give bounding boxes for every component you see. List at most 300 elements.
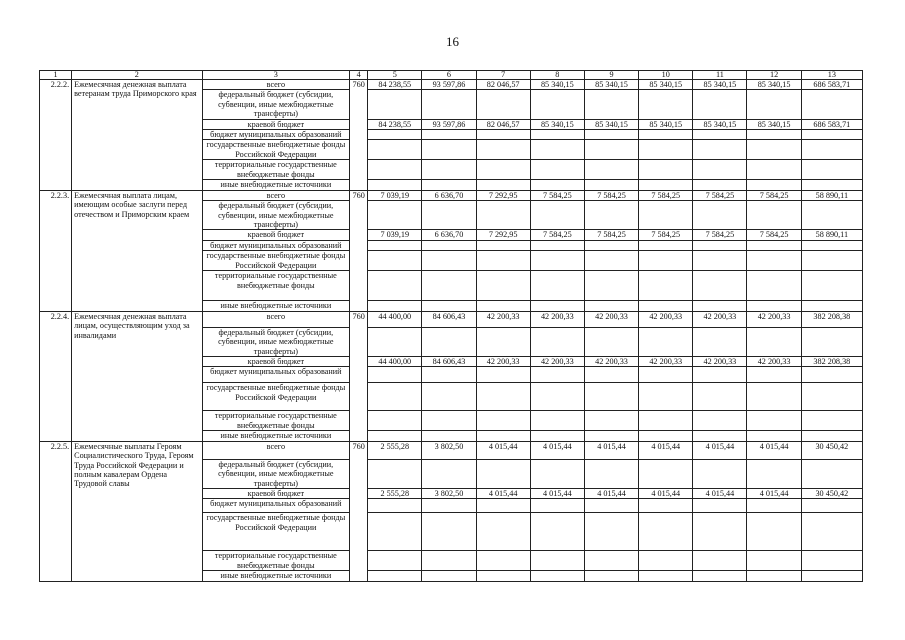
regional-amount-cell: 7 039,19 bbox=[368, 230, 422, 240]
empty-cell bbox=[422, 411, 476, 431]
empty-cell bbox=[422, 551, 476, 571]
regional-amount-cell: 42 200,33 bbox=[584, 356, 638, 366]
regional-amount-cell: 93 597,86 bbox=[422, 119, 476, 129]
empty-cell bbox=[693, 180, 747, 190]
empty-cell bbox=[693, 499, 747, 513]
funding-source-municipal: бюджет муниципальных образований bbox=[202, 499, 350, 513]
empty-cell bbox=[801, 140, 862, 160]
funding-source-territorial-funds: территориальные государственные внебюджетные фонды bbox=[202, 551, 350, 571]
empty-cell bbox=[639, 499, 693, 513]
empty-cell bbox=[422, 271, 476, 301]
empty-cell bbox=[368, 411, 422, 431]
empty-cell bbox=[368, 130, 422, 140]
funding-source-municipal: бюджет муниципальных образований bbox=[202, 367, 350, 383]
empty-cell bbox=[530, 251, 584, 271]
empty-cell bbox=[530, 327, 584, 356]
empty-cell bbox=[801, 367, 862, 383]
empty-cell bbox=[368, 513, 422, 551]
funding-source-federal: федеральный бюджет (субсидии, субвенции, иные межбюджетные трансферты) bbox=[202, 90, 350, 119]
measure-code: 2.2.2. bbox=[40, 80, 72, 191]
regional-amount-cell: 7 584,25 bbox=[693, 230, 747, 240]
total-amount-cell: 30 450,42 bbox=[801, 441, 862, 459]
empty-cell bbox=[639, 201, 693, 230]
empty-cell bbox=[747, 240, 801, 250]
empty-cell bbox=[584, 271, 638, 301]
funding-source-regional: краевой бюджет bbox=[202, 488, 350, 498]
header-row bbox=[40, 71, 863, 80]
total-amount-cell: 4 015,44 bbox=[747, 441, 801, 459]
empty-cell bbox=[584, 201, 638, 230]
empty-cell bbox=[530, 411, 584, 431]
regional-amount-cell: 82 046,57 bbox=[476, 119, 530, 129]
empty-cell bbox=[476, 571, 530, 581]
funding-source-federal: федеральный бюджет (субсидии, субвенции, иные межбюджетные трансферты) bbox=[202, 327, 350, 356]
empty-cell bbox=[530, 160, 584, 180]
empty-cell bbox=[747, 327, 801, 356]
empty-cell bbox=[422, 301, 476, 311]
column-header: 4 bbox=[350, 71, 368, 80]
column-header: 3 bbox=[202, 71, 350, 80]
funding-source-territorial-funds: территориальные государственные внебюджетные фонды bbox=[202, 271, 350, 301]
regional-amount-cell: 85 340,15 bbox=[584, 119, 638, 129]
empty-cell bbox=[422, 201, 476, 230]
empty-cell bbox=[422, 160, 476, 180]
empty-cell bbox=[639, 130, 693, 140]
empty-cell bbox=[747, 140, 801, 160]
column-header: 2 bbox=[72, 71, 202, 80]
column-header: 12 bbox=[747, 71, 801, 80]
funding-source-total: всего bbox=[202, 190, 350, 200]
total-amount-cell: 7 292,95 bbox=[476, 190, 530, 200]
regional-amount-cell: 4 015,44 bbox=[747, 488, 801, 498]
empty-cell bbox=[639, 367, 693, 383]
total-amount-cell: 42 200,33 bbox=[584, 311, 638, 327]
empty-cell bbox=[639, 459, 693, 488]
empty-cell bbox=[584, 431, 638, 441]
empty-cell bbox=[639, 411, 693, 431]
empty-cell bbox=[530, 459, 584, 488]
empty-cell bbox=[368, 271, 422, 301]
empty-cell bbox=[747, 90, 801, 119]
funding-source-regional: краевой бюджет bbox=[202, 119, 350, 129]
empty-cell bbox=[584, 130, 638, 140]
empty-cell bbox=[368, 327, 422, 356]
empty-cell bbox=[476, 180, 530, 190]
empty-cell bbox=[693, 160, 747, 180]
empty-cell bbox=[639, 513, 693, 551]
total-amount-cell: 85 340,15 bbox=[747, 80, 801, 90]
regional-amount-cell: 6 636,70 bbox=[422, 230, 476, 240]
total-amount-cell: 382 208,38 bbox=[801, 311, 862, 327]
total-amount-cell: 6 636,70 bbox=[422, 190, 476, 200]
empty-cell bbox=[747, 301, 801, 311]
empty-cell bbox=[639, 271, 693, 301]
empty-cell bbox=[476, 160, 530, 180]
empty-cell bbox=[476, 499, 530, 513]
empty-cell bbox=[747, 367, 801, 383]
empty-cell bbox=[530, 551, 584, 571]
empty-cell bbox=[747, 271, 801, 301]
measure-name: Ежемесячная денежная выплата ветеранам труда Приморского края bbox=[72, 80, 202, 191]
total-amount-cell: 42 200,33 bbox=[530, 311, 584, 327]
empty-cell bbox=[801, 411, 862, 431]
empty-cell bbox=[747, 551, 801, 571]
total-amount-cell: 7 584,25 bbox=[693, 190, 747, 200]
empty-cell bbox=[584, 251, 638, 271]
funding-source-state-funds: государственные внебюджетные фонды Российской Федерации bbox=[202, 140, 350, 160]
empty-cell bbox=[422, 140, 476, 160]
empty-cell bbox=[639, 327, 693, 356]
empty-cell bbox=[530, 201, 584, 230]
empty-cell bbox=[693, 251, 747, 271]
funding-source-total: всего bbox=[202, 311, 350, 327]
empty-cell bbox=[801, 160, 862, 180]
total-amount-cell: 2 555,28 bbox=[368, 441, 422, 459]
empty-cell bbox=[476, 301, 530, 311]
empty-cell bbox=[639, 140, 693, 160]
empty-cell bbox=[476, 459, 530, 488]
regional-amount-cell: 42 200,33 bbox=[639, 356, 693, 366]
empty-cell bbox=[422, 499, 476, 513]
empty-cell bbox=[801, 271, 862, 301]
funding-source-territorial-funds: территориальные государственные внебюджетные фонды bbox=[202, 411, 350, 431]
measure-name: Ежемесячные выплаты Героям Социалистического Труда, Героям Труда Российской Федерации и полным кавалерам Ордена Трудовой славы bbox=[72, 441, 202, 581]
funding-source-other: иные внебюджетные источники bbox=[202, 431, 350, 441]
empty-cell bbox=[368, 459, 422, 488]
empty-cell bbox=[747, 251, 801, 271]
empty-cell bbox=[584, 513, 638, 551]
empty-cell bbox=[422, 459, 476, 488]
empty-cell bbox=[639, 431, 693, 441]
column-header: 10 bbox=[639, 71, 693, 80]
empty-cell bbox=[584, 240, 638, 250]
regional-amount-cell: 4 015,44 bbox=[693, 488, 747, 498]
empty-cell bbox=[693, 327, 747, 356]
funding-source-other: иные внебюджетные источники bbox=[202, 571, 350, 581]
funding-source-territorial-funds: территориальные государственные внебюджетные фонды bbox=[202, 160, 350, 180]
empty-cell bbox=[693, 551, 747, 571]
empty-cell bbox=[747, 160, 801, 180]
regional-amount-cell: 2 555,28 bbox=[368, 488, 422, 498]
empty-cell bbox=[530, 301, 584, 311]
funding-source-regional: краевой бюджет bbox=[202, 356, 350, 366]
empty-cell bbox=[747, 459, 801, 488]
empty-cell bbox=[693, 201, 747, 230]
empty-cell bbox=[639, 301, 693, 311]
empty-cell bbox=[476, 327, 530, 356]
measure-code: 2.2.5. bbox=[40, 441, 72, 581]
funding-source-federal: федеральный бюджет (субсидии, субвенции, иные межбюджетные трансферты) bbox=[202, 459, 350, 488]
total-amount-cell: 7 039,19 bbox=[368, 190, 422, 200]
empty-cell bbox=[747, 431, 801, 441]
empty-cell bbox=[368, 551, 422, 571]
regional-amount-cell: 3 802,50 bbox=[422, 488, 476, 498]
empty-cell bbox=[422, 240, 476, 250]
empty-cell bbox=[476, 367, 530, 383]
empty-cell bbox=[530, 90, 584, 119]
empty-cell bbox=[368, 431, 422, 441]
total-amount-cell: 84 238,55 bbox=[368, 80, 422, 90]
empty-cell bbox=[693, 130, 747, 140]
empty-cell bbox=[584, 499, 638, 513]
empty-cell bbox=[368, 240, 422, 250]
empty-cell bbox=[422, 90, 476, 119]
empty-cell bbox=[639, 180, 693, 190]
empty-cell bbox=[584, 411, 638, 431]
total-amount-cell: 7 584,25 bbox=[639, 190, 693, 200]
empty-cell bbox=[422, 130, 476, 140]
column-header: 1 bbox=[40, 71, 72, 80]
table-row bbox=[40, 311, 863, 327]
empty-cell bbox=[476, 201, 530, 230]
empty-cell bbox=[422, 180, 476, 190]
regional-amount-cell: 84 238,55 bbox=[368, 119, 422, 129]
empty-cell bbox=[747, 180, 801, 190]
regional-amount-cell: 85 340,15 bbox=[530, 119, 584, 129]
empty-cell bbox=[530, 140, 584, 160]
total-amount-cell: 3 802,50 bbox=[422, 441, 476, 459]
funding-source-total: всего bbox=[202, 80, 350, 90]
empty-cell bbox=[801, 240, 862, 250]
empty-cell bbox=[584, 459, 638, 488]
measure-name: Ежемесячная денежная выплата лицам, осуществляющим уход за инвалидами bbox=[72, 311, 202, 441]
empty-cell bbox=[584, 571, 638, 581]
empty-cell bbox=[801, 551, 862, 571]
regional-amount-cell: 7 584,25 bbox=[530, 230, 584, 240]
column-header: 8 bbox=[530, 71, 584, 80]
empty-cell bbox=[639, 251, 693, 271]
total-amount-cell: 42 200,33 bbox=[476, 311, 530, 327]
empty-cell bbox=[476, 551, 530, 571]
column-header: 6 bbox=[422, 71, 476, 80]
regional-amount-cell: 7 584,25 bbox=[747, 230, 801, 240]
column-header: 11 bbox=[693, 71, 747, 80]
empty-cell bbox=[368, 140, 422, 160]
empty-cell bbox=[693, 513, 747, 551]
empty-cell bbox=[801, 459, 862, 488]
empty-cell bbox=[422, 251, 476, 271]
empty-cell bbox=[693, 411, 747, 431]
budget-table bbox=[39, 70, 863, 582]
empty-cell bbox=[747, 571, 801, 581]
regional-amount-cell: 7 584,25 bbox=[584, 230, 638, 240]
empty-cell bbox=[693, 271, 747, 301]
empty-cell bbox=[693, 431, 747, 441]
empty-cell bbox=[530, 180, 584, 190]
regional-amount-cell: 4 015,44 bbox=[530, 488, 584, 498]
empty-cell bbox=[693, 90, 747, 119]
funding-source-state-funds: государственные внебюджетные фонды Российской Федерации bbox=[202, 383, 350, 411]
empty-cell bbox=[801, 90, 862, 119]
grbs-code: 760 bbox=[350, 441, 368, 581]
empty-cell bbox=[530, 499, 584, 513]
empty-cell bbox=[530, 130, 584, 140]
total-amount-cell: 85 340,15 bbox=[639, 80, 693, 90]
empty-cell bbox=[747, 513, 801, 551]
grbs-code: 760 bbox=[350, 311, 368, 441]
empty-cell bbox=[639, 571, 693, 581]
empty-cell bbox=[368, 160, 422, 180]
regional-amount-cell: 42 200,33 bbox=[693, 356, 747, 366]
total-amount-cell: 85 340,15 bbox=[584, 80, 638, 90]
funding-source-federal: федеральный бюджет (субсидии, субвенции, иные межбюджетные трансферты) bbox=[202, 201, 350, 230]
empty-cell bbox=[368, 499, 422, 513]
empty-cell bbox=[801, 301, 862, 311]
empty-cell bbox=[368, 383, 422, 411]
empty-cell bbox=[422, 571, 476, 581]
regional-amount-cell: 4 015,44 bbox=[584, 488, 638, 498]
total-amount-cell: 4 015,44 bbox=[639, 441, 693, 459]
total-amount-cell: 84 606,43 bbox=[422, 311, 476, 327]
empty-cell bbox=[476, 140, 530, 160]
regional-amount-cell: 4 015,44 bbox=[639, 488, 693, 498]
table-row bbox=[40, 441, 863, 459]
empty-cell bbox=[639, 551, 693, 571]
total-amount-cell: 7 584,25 bbox=[747, 190, 801, 200]
empty-cell bbox=[422, 367, 476, 383]
total-amount-cell: 42 200,33 bbox=[639, 311, 693, 327]
empty-cell bbox=[476, 271, 530, 301]
regional-amount-cell: 44 400,00 bbox=[368, 356, 422, 366]
total-amount-cell: 7 584,25 bbox=[530, 190, 584, 200]
empty-cell bbox=[801, 251, 862, 271]
empty-cell bbox=[530, 271, 584, 301]
empty-cell bbox=[584, 367, 638, 383]
empty-cell bbox=[530, 383, 584, 411]
total-amount-cell: 686 583,71 bbox=[801, 80, 862, 90]
regional-amount-cell: 42 200,33 bbox=[747, 356, 801, 366]
empty-cell bbox=[801, 571, 862, 581]
total-amount-cell: 42 200,33 bbox=[747, 311, 801, 327]
empty-cell bbox=[584, 180, 638, 190]
empty-cell bbox=[747, 499, 801, 513]
empty-cell bbox=[476, 130, 530, 140]
regional-amount-cell: 686 583,71 bbox=[801, 119, 862, 129]
empty-cell bbox=[368, 571, 422, 581]
empty-cell bbox=[422, 513, 476, 551]
empty-cell bbox=[368, 367, 422, 383]
funding-source-total: всего bbox=[202, 441, 350, 459]
funding-source-municipal: бюджет муниципальных образований bbox=[202, 130, 350, 140]
empty-cell bbox=[530, 571, 584, 581]
empty-cell bbox=[693, 301, 747, 311]
total-amount-cell: 4 015,44 bbox=[584, 441, 638, 459]
empty-cell bbox=[693, 240, 747, 250]
funding-source-regional: краевой бюджет bbox=[202, 230, 350, 240]
empty-cell bbox=[801, 180, 862, 190]
regional-amount-cell: 42 200,33 bbox=[530, 356, 584, 366]
regional-amount-cell: 85 340,15 bbox=[693, 119, 747, 129]
regional-amount-cell: 4 015,44 bbox=[476, 488, 530, 498]
empty-cell bbox=[693, 459, 747, 488]
measure-name: Ежемесячная выплата лицам, имеющим особые заслуги перед отечеством и Приморским краем bbox=[72, 190, 202, 311]
empty-cell bbox=[747, 383, 801, 411]
empty-cell bbox=[368, 201, 422, 230]
column-header: 9 bbox=[584, 71, 638, 80]
empty-cell bbox=[693, 140, 747, 160]
total-amount-cell: 4 015,44 bbox=[476, 441, 530, 459]
column-header: 13 bbox=[801, 71, 862, 80]
total-amount-cell: 44 400,00 bbox=[368, 311, 422, 327]
empty-cell bbox=[801, 383, 862, 411]
grbs-code: 760 bbox=[350, 190, 368, 311]
empty-cell bbox=[639, 160, 693, 180]
regional-amount-cell: 382 208,38 bbox=[801, 356, 862, 366]
empty-cell bbox=[476, 383, 530, 411]
total-amount-cell: 4 015,44 bbox=[530, 441, 584, 459]
empty-cell bbox=[584, 90, 638, 119]
empty-cell bbox=[747, 130, 801, 140]
empty-cell bbox=[368, 180, 422, 190]
funding-source-other: иные внебюджетные источники bbox=[202, 301, 350, 311]
empty-cell bbox=[422, 383, 476, 411]
empty-cell bbox=[801, 201, 862, 230]
funding-source-other: иные внебюджетные источники bbox=[202, 180, 350, 190]
empty-cell bbox=[584, 160, 638, 180]
funding-source-municipal: бюджет муниципальных образований bbox=[202, 240, 350, 250]
empty-cell bbox=[747, 201, 801, 230]
empty-cell bbox=[693, 571, 747, 581]
empty-cell bbox=[801, 513, 862, 551]
empty-cell bbox=[801, 327, 862, 356]
empty-cell bbox=[530, 367, 584, 383]
empty-cell bbox=[801, 499, 862, 513]
regional-amount-cell: 84 606,43 bbox=[422, 356, 476, 366]
empty-cell bbox=[693, 367, 747, 383]
total-amount-cell: 4 015,44 bbox=[693, 441, 747, 459]
total-amount-cell: 93 597,86 bbox=[422, 80, 476, 90]
empty-cell bbox=[368, 90, 422, 119]
total-amount-cell: 42 200,33 bbox=[693, 311, 747, 327]
funding-source-state-funds: государственные внебюджетные фонды Российской Федерации bbox=[202, 251, 350, 271]
regional-amount-cell: 7 584,25 bbox=[639, 230, 693, 240]
empty-cell bbox=[422, 431, 476, 441]
grbs-code: 760 bbox=[350, 80, 368, 191]
total-amount-cell: 58 890,11 bbox=[801, 190, 862, 200]
regional-amount-cell: 85 340,15 bbox=[747, 119, 801, 129]
table-row bbox=[40, 190, 863, 200]
funding-source-state-funds: государственные внебюджетные фонды Российской Федерации bbox=[202, 513, 350, 551]
table-row bbox=[40, 80, 863, 90]
empty-cell bbox=[584, 551, 638, 571]
empty-cell bbox=[584, 140, 638, 160]
empty-cell bbox=[801, 130, 862, 140]
regional-amount-cell: 85 340,15 bbox=[639, 119, 693, 129]
empty-cell bbox=[584, 383, 638, 411]
empty-cell bbox=[476, 251, 530, 271]
empty-cell bbox=[422, 327, 476, 356]
empty-cell bbox=[747, 411, 801, 431]
empty-cell bbox=[368, 301, 422, 311]
total-amount-cell: 85 340,15 bbox=[530, 80, 584, 90]
empty-cell bbox=[639, 240, 693, 250]
empty-cell bbox=[368, 251, 422, 271]
empty-cell bbox=[639, 383, 693, 411]
regional-amount-cell: 42 200,33 bbox=[476, 356, 530, 366]
empty-cell bbox=[584, 301, 638, 311]
measure-code: 2.2.4. bbox=[40, 311, 72, 441]
total-amount-cell: 85 340,15 bbox=[693, 80, 747, 90]
empty-cell bbox=[639, 90, 693, 119]
empty-cell bbox=[476, 240, 530, 250]
empty-cell bbox=[801, 431, 862, 441]
empty-cell bbox=[476, 411, 530, 431]
total-amount-cell: 7 584,25 bbox=[584, 190, 638, 200]
regional-amount-cell: 7 292,95 bbox=[476, 230, 530, 240]
regional-amount-cell: 30 450,42 bbox=[801, 488, 862, 498]
empty-cell bbox=[530, 431, 584, 441]
empty-cell bbox=[584, 327, 638, 356]
